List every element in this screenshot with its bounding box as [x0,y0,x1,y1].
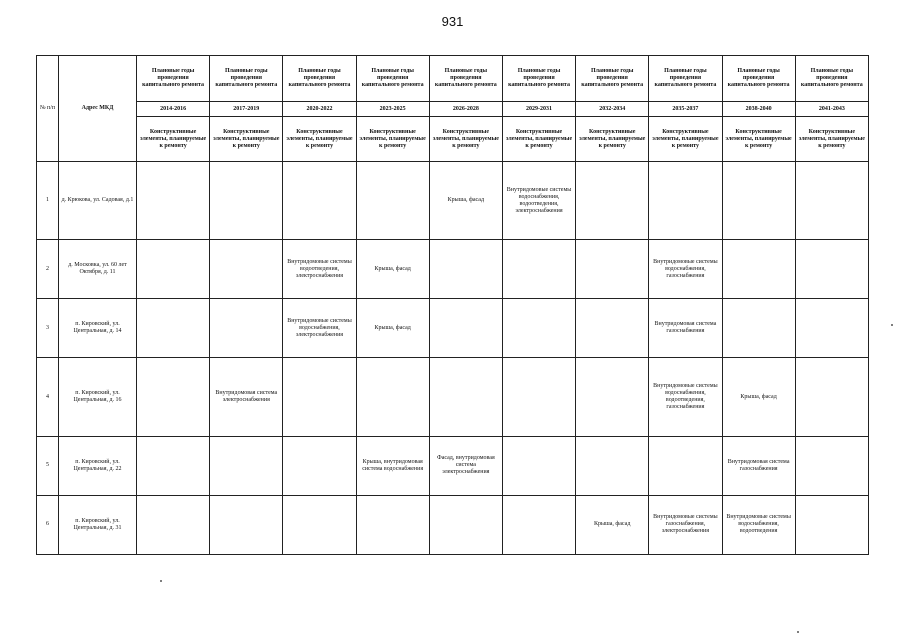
row-address: п. Кировский, ул. Центральная, д. 31 [59,495,137,554]
row-cell [795,495,868,554]
header-period: 2038-2040 [722,102,795,117]
header-period: 2035-2037 [649,102,722,117]
header-period: 2026-2028 [429,102,502,117]
header-years-title: Плановые годы проведения капитального ремонта [429,56,502,102]
header-period: 2041-2043 [795,102,868,117]
row-address: п. Кировский, ул. Центральная, д. 22 [59,436,137,495]
row-cell [649,436,722,495]
header-period: 2023-2025 [356,102,429,117]
row-address: д. Московка, ул. 60 лет Октября, д. 11 [59,240,137,299]
header-row-years [37,56,869,102]
row-cell [795,162,868,240]
header-elements: Конструктивные элементы, планируемые к ремонту [576,117,649,162]
row-cell: Фасад, внутридомовая система электроснабжения [429,436,502,495]
row-cell [795,240,868,299]
row-cell [210,162,283,240]
row-cell: Внутридомовые системы водоотведения, электроснабжения [283,240,356,299]
header-years-title: Плановые годы проведения капитального ремонта [502,56,575,102]
header-period: 2014-2016 [137,102,210,117]
header-period: 2029-2031 [502,102,575,117]
row-number: 4 [37,358,59,436]
row-number: 5 [37,436,59,495]
header-elements: Конструктивные элементы, планируемые к ремонту [502,117,575,162]
header-years-title: Плановые годы проведения капитального ремонта [210,56,283,102]
header-row-elements [37,117,869,162]
row-cell [576,358,649,436]
row-cell [795,299,868,358]
row-cell [649,162,722,240]
row-cell [502,495,575,554]
row-cell: Крыша, фасад [356,299,429,358]
table-row [37,299,869,358]
row-cell [429,358,502,436]
row-cell [502,240,575,299]
scan-speck [797,631,799,633]
capital-repair-table-frame [36,55,869,555]
row-cell [429,299,502,358]
row-cell [576,240,649,299]
row-cell [210,495,283,554]
row-cell [795,436,868,495]
header-elements: Конструктивные элементы, планируемые к ремонту [137,117,210,162]
header-row-periods [37,102,869,117]
row-cell [137,240,210,299]
header-years-title: Плановые годы проведения капитального ремонта [795,56,868,102]
row-cell: Внутридомовая система газоснабжения [722,436,795,495]
table-row [37,436,869,495]
header-years-title: Плановые годы проведения капитального ремонта [283,56,356,102]
row-address: п. Кировский, ул. Центральная, д. 16 [59,358,137,436]
row-cell [210,240,283,299]
row-cell [137,436,210,495]
row-number: 2 [37,240,59,299]
row-cell [576,162,649,240]
header-period: 2020-2022 [283,102,356,117]
row-cell [795,358,868,436]
header-num: № п/п [37,56,59,162]
row-address: д. Крюкова, ул. Садовая, д.1 [59,162,137,240]
row-cell [283,495,356,554]
row-cell: Крыша, фасад [576,495,649,554]
header-address: Адрес МКД [59,56,137,162]
header-years-title: Плановые годы проведения капитального ремонта [137,56,210,102]
scan-speck [160,580,162,582]
header-period: 2017-2019 [210,102,283,117]
table-row [37,495,869,554]
row-cell: Внутридомовые системы водоснабжения, водоотведения, газоснабжения [649,358,722,436]
row-number: 1 [37,162,59,240]
row-cell [283,436,356,495]
header-years-title: Плановые годы проведения капитального ремонта [576,56,649,102]
row-cell: Крыша, фасад [429,162,502,240]
row-cell: Внутридомовая система электроснабжения [210,358,283,436]
row-cell: Крыша, внутридомовая система водоснабжения [356,436,429,495]
row-cell: Внутридомовые системы водоснабжения, водоотведения [722,495,795,554]
row-cell [137,495,210,554]
row-number: 3 [37,299,59,358]
row-cell: Внутридомовые системы водоснабжения, водоотведения, электроснабжения [502,162,575,240]
row-cell [137,299,210,358]
scan-speck [891,324,893,326]
header-years-title: Плановые годы проведения капитального ремонта [722,56,795,102]
row-cell [722,240,795,299]
header-elements: Конструктивные элементы, планируемые к ремонту [429,117,502,162]
row-cell [210,436,283,495]
row-cell [722,299,795,358]
header-years-title: Плановые годы проведения капитального ремонта [356,56,429,102]
header-elements: Конструктивные элементы, планируемые к ремонту [722,117,795,162]
row-cell: Крыша, фасад [722,358,795,436]
table-row [37,240,869,299]
row-cell [137,358,210,436]
row-cell [722,162,795,240]
row-cell [356,162,429,240]
row-cell [502,299,575,358]
row-cell: Внутридомовые системы водоснабжения, электроснабжения [283,299,356,358]
table-row [37,162,869,240]
row-cell [356,495,429,554]
row-cell [283,358,356,436]
table-row [37,358,869,436]
page-number: 931 [441,14,464,29]
row-cell [429,240,502,299]
row-cell [283,162,356,240]
header-period: 2032-2034 [576,102,649,117]
row-cell [429,495,502,554]
row-cell [502,436,575,495]
row-number: 6 [37,495,59,554]
row-cell: Внутридомовые системы водоснабжения, газоснабжения [649,240,722,299]
header-elements: Конструктивные элементы, планируемые к ремонту [283,117,356,162]
capital-repair-table [36,55,869,555]
row-cell: Внутридомовые системы газоснабжения, электроснабжения [649,495,722,554]
header-elements: Конструктивные элементы, планируемые к ремонту [356,117,429,162]
header-elements: Конструктивные элементы, планируемые к ремонту [210,117,283,162]
row-cell [356,358,429,436]
row-cell [502,358,575,436]
row-cell [137,162,210,240]
row-cell: Крыша, фасад [356,240,429,299]
row-address: п. Кировский, ул. Центральная, д. 14 [59,299,137,358]
header-elements: Конструктивные элементы, планируемые к ремонту [795,117,868,162]
header-years-title: Плановые годы проведения капитального ремонта [649,56,722,102]
row-cell [576,436,649,495]
row-cell [210,299,283,358]
row-cell: Внутридомовая система газоснабжения [649,299,722,358]
header-elements: Конструктивные элементы, планируемые к ремонту [649,117,722,162]
row-cell [576,299,649,358]
